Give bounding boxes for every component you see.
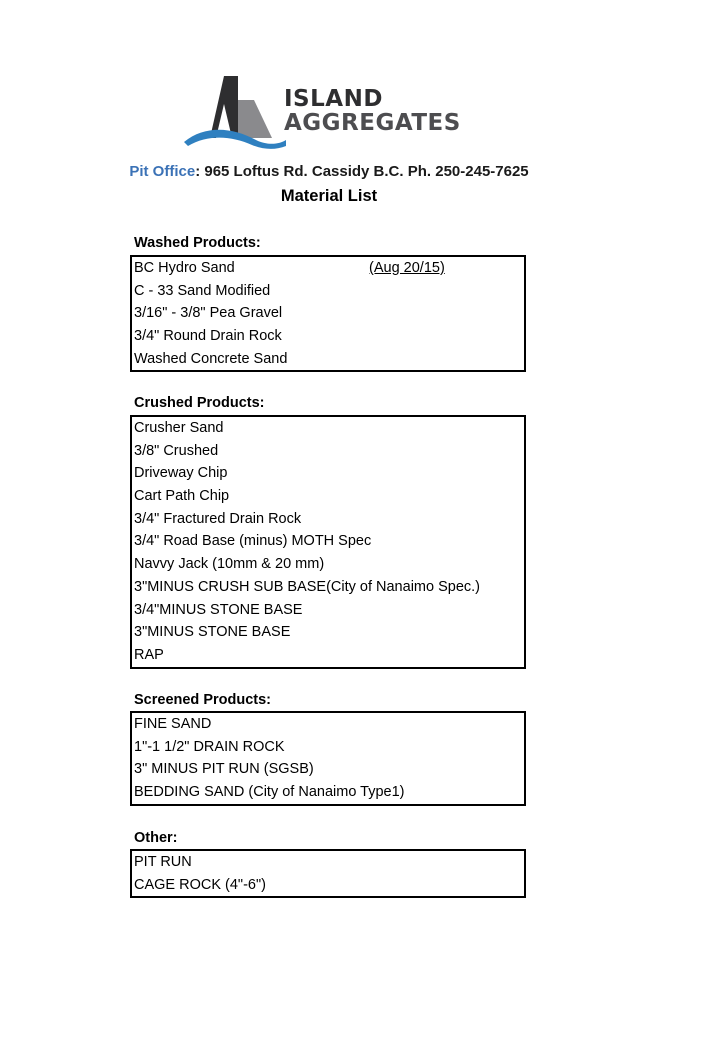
company-logo bbox=[180, 70, 470, 152]
list-item: 3/8" Crushed bbox=[134, 442, 219, 459]
date-note: (Aug 20/15) bbox=[369, 260, 445, 276]
list-item bbox=[132, 257, 524, 280]
section-title-other: Other: bbox=[134, 830, 178, 846]
list-item: 1"-1 1/2" DRAIN ROCK bbox=[134, 738, 285, 755]
section-title-screened: Screened Products: bbox=[134, 692, 271, 708]
list-item: 3"MINUS CRUSH SUB BASE(City of Nanaimo Spec.) bbox=[134, 578, 480, 595]
list-item: Washed Concrete Sand bbox=[134, 350, 288, 367]
screened-products-list bbox=[130, 711, 526, 806]
pit-office-address: : 965 Loftus Rd. Cassidy B.C. Ph. 250-245-7625 bbox=[195, 163, 529, 180]
list-item: FINE SAND bbox=[134, 716, 212, 732]
page-title: Material List bbox=[280, 187, 378, 205]
list-item-label: BC Hydro Sand bbox=[134, 260, 235, 276]
mountain-wave-icon bbox=[180, 70, 290, 152]
section-title-crushed: Crushed Products: bbox=[134, 395, 265, 411]
list-item: 3/4" Road Base (minus) MOTH Spec bbox=[134, 533, 372, 550]
list-item: 3/4"MINUS STONE BASE bbox=[134, 601, 303, 618]
list-item: 3/4" Round Drain Rock bbox=[134, 328, 282, 345]
list-item: BEDDING SAND (City of Nanaimo Type1) bbox=[134, 784, 405, 801]
list-item: Crusher Sand bbox=[134, 420, 224, 436]
list-item: Cart Path Chip bbox=[134, 488, 230, 505]
section-title-washed: Washed Products: bbox=[134, 235, 261, 251]
list-item: C - 33 Sand Modified bbox=[134, 282, 271, 299]
list-item: CAGE ROCK (4"-6") bbox=[134, 876, 266, 893]
pit-office-label: Pit Office bbox=[129, 163, 196, 180]
list-item: RAP bbox=[134, 646, 164, 663]
list-item: 3"MINUS STONE BASE bbox=[134, 624, 291, 641]
list-item: 3/4" Fractured Drain Rock bbox=[134, 510, 302, 527]
pit-office-info bbox=[0, 163, 658, 180]
logo-text-island: ISLAND bbox=[284, 86, 383, 112]
logo-text-aggregates: AGGREGATES bbox=[284, 110, 461, 136]
washed-products-list bbox=[130, 255, 526, 372]
list-item: 3/16" - 3/8" Pea Gravel bbox=[134, 305, 283, 322]
list-item: PIT RUN bbox=[134, 854, 192, 870]
list-item: Navvy Jack (10mm & 20 mm) bbox=[134, 556, 325, 573]
crushed-products-list bbox=[130, 415, 526, 669]
list-item: 3" MINUS PIT RUN (SGSB) bbox=[134, 761, 314, 778]
other-products-list bbox=[130, 849, 526, 898]
list-item: Driveway Chip bbox=[134, 465, 228, 482]
